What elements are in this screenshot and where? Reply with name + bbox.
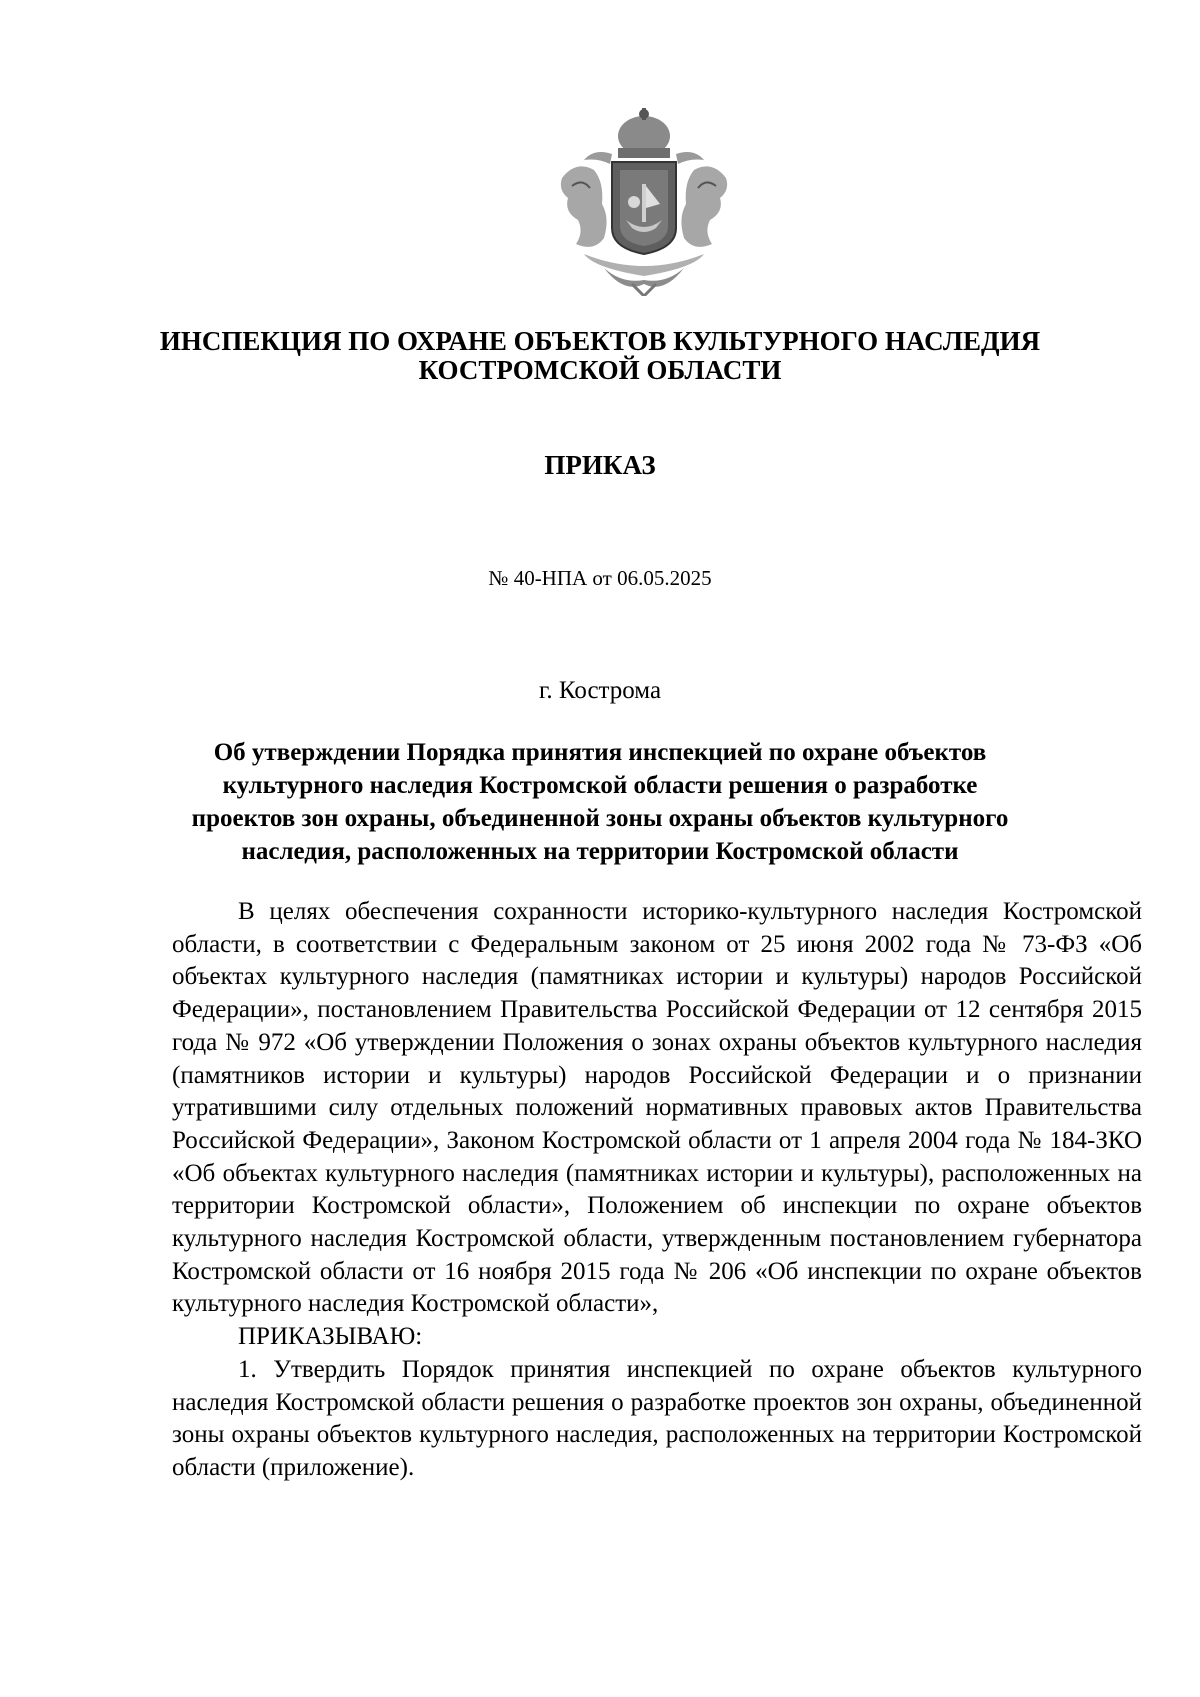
organization-name-line-1: ИНСПЕКЦИЯ ПО ОХРАНЕ ОБЪЕКТОВ КУЛЬТУРНОГО НАСЛЕДИЯ xyxy=(159,326,1041,356)
organization-name xyxy=(0,327,1200,385)
order-item-1: 1. Утвердить Порядок принятия инспекцией по охране объектов культурного наследия Костромской области решения о разработке проектов зон охраны, объединенной зоны охраны объектов культурного наследия, расположенных на территории Костромской области (приложение). xyxy=(172,1355,1142,1481)
document-body xyxy=(172,896,1142,1485)
document-title: Об утверждении Порядка принятия инспекцией по охране объектов культурного наследия Костромской области решения о разработке проектов зон охраны, объединенной зоны охраны объектов культурного наследия, расположенных на территории Костромской области xyxy=(191,739,1009,865)
document-number-date: № 40-НПА от 06.05.2025 xyxy=(488,566,712,590)
document-type: ПРИКАЗ xyxy=(544,450,656,480)
coat-of-arms-icon xyxy=(554,108,734,296)
order-word: ПРИКАЗЫВАЮ: xyxy=(238,1323,423,1351)
preamble-paragraph: В целях обеспечения сохранности историко-культурного наследия Костромской области, в соответствии с Федеральным законом от 25 июня 2002 года № 73-ФЗ «Об объектах культурного наследия (памятниках истории и культуры) народов Российской Федерации», постановлением Правительства Российской Федерации от 12 сентября 2015 года № 972 «Об утверждении Положения о зонах охраны объектов культурного наследия (памятников истории и культуры) народов Российской Федерации и о признании утратившими силу отдельных положений нормативных правовых актов Правительства Российской Федерации», Законом Костромской области от 1 апреля 2004 года № 184-ЗКО «Об объектах культурного наследия (памятниках истории и культуры), расположенных на территории Костромской области», Положением об инспекции по охране объектов культурного наследия Костромской области, утвержденным постановлением губернатора Костромской области от 16 ноября 2015 года № 206 «Об инспекции по охране объектов культурного наследия Костромской области», xyxy=(172,898,1142,1318)
document-city: г. Кострома xyxy=(538,677,662,704)
organization-name-line-2: КОСТРОМСКОЙ ОБЛАСТИ xyxy=(418,355,782,385)
